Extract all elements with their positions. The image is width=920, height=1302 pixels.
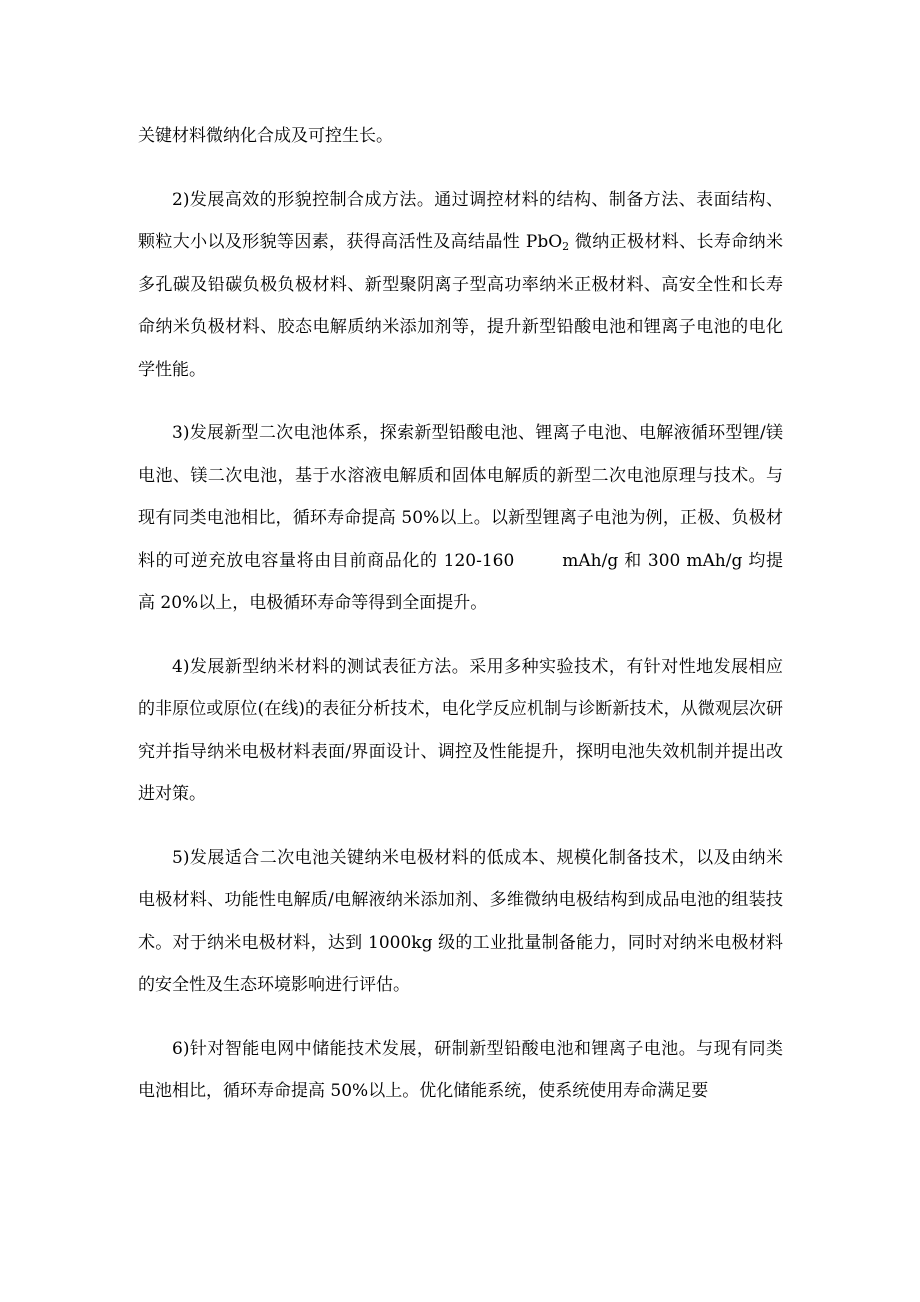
document-body — [138, 115, 783, 1134]
paragraph-2-morphology-control — [138, 179, 783, 392]
paragraph-3-text-part-1: 3)发展新型二次电池体系，探索新型铅酸电池、锂离子电池、电解液循环型锂/镁电池、镁二次电池，基于水溶液电解质和固体电解质的新型二次电池原理与技术。与现有同类电池相比，循环寿命提高 50%以上。以新型锂离子电池为例，正极、负极材料的可逆充放电容量将由目前商品化的 120-160 — [138, 423, 783, 571]
paragraph-3-text-part-2: mAh/g 和 300 mAh/g 均提高 20%以上，电极循环寿命等得到全面提升。 — [138, 550, 783, 613]
paragraph-6-smart-grid-storage: 6)针对智能电网中储能技术发展，研制新型铅酸电池和锂离子电池。与现有同类电池相比，循环寿命提高 50%以上。优化储能系统，使系统使用寿命满足要 — [138, 1038, 783, 1101]
paragraph-2-text-part-2: 微纳正极材料、长寿命纳米多孔碳及铅碳负极负极材料、新型聚阴离子型高功率纳米正极材料、高安全性和长寿命纳米负极材料、胶态电解质纳米添加剂等，提升新型铅酸电池和锂离子电池的电化学性能。 — [138, 232, 783, 380]
paragraph-2-text-part-1: 2)发展高效的形貌控制合成方法。通过调控材料的结构、制备方法、表面结构、颗粒大小以及形貌等因素，获得高活性及高结晶性 PbO — [138, 189, 783, 252]
paragraph-3-new-battery-systems — [138, 412, 783, 625]
paragraph-4-characterization-methods: 4)发展新型纳米材料的测试表征方法。采用多种实验技术，有针对性地发展相应的非原位或原位(在线)的表征分析技术，电化学反应机制与诊断新技术，从微观层次研究并指导纳米电极材料表面/界面设计、调控及性能提升，探明电池失效机制并提出改进对策。 — [138, 656, 783, 804]
pbo2-subscript: 2 — [562, 240, 570, 253]
paragraph-continuation: 关键材料微纳化合成及可控生长。 — [138, 126, 393, 146]
paragraph-5-low-cost-fabrication: 5)发展适合二次电池关键纳米电极材料的低成本、规模化制备技术，以及由纳米电极材料、功能性电解质/电解液纳米添加剂、多维微纳电极结构到成品电池的组装技术。对于纳米电极材料，达到 1000kg 级的工业批量制备能力，同时对纳米电极材料的安全性及生态环境影响进行评估。 — [138, 847, 783, 995]
